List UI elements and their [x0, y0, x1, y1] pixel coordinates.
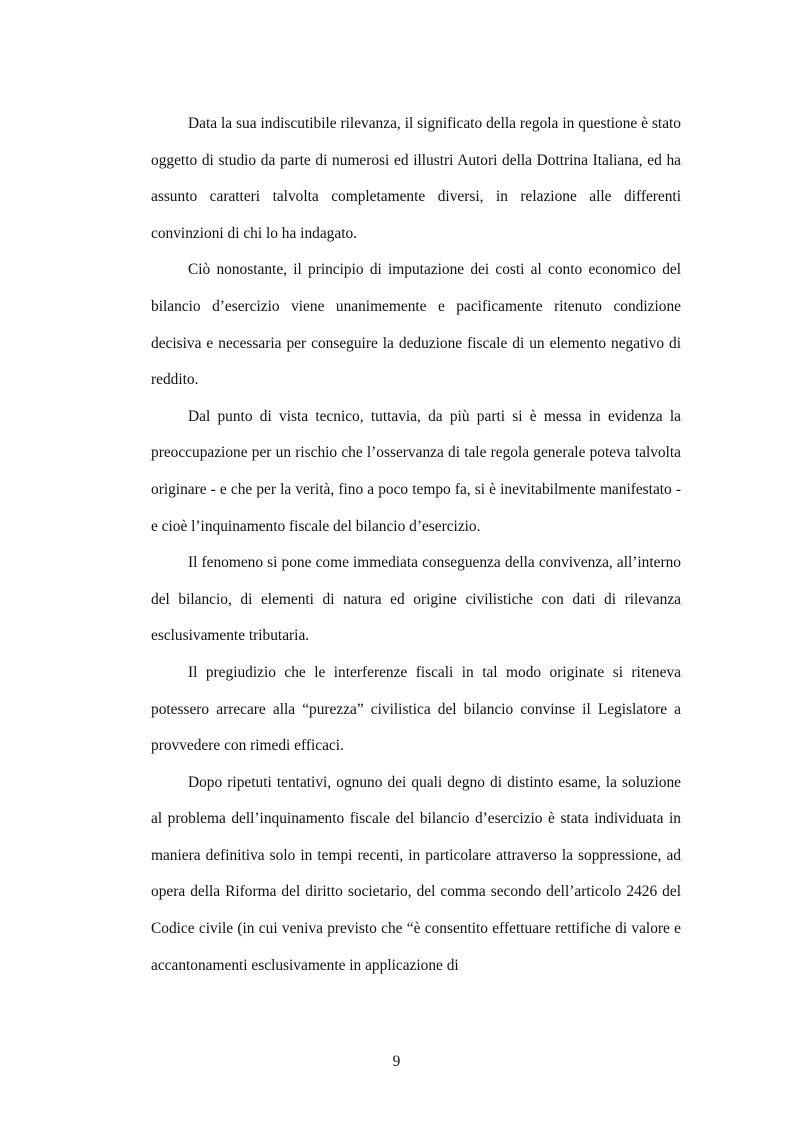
paragraph-4: Il fenomeno si pone come immediata conseguenza della convivenza, all’interno del bilancio, di elementi di natura ed origine civilistiche con dati di rilevanza esclusivamente tributaria. [151, 554, 681, 645]
body-text [151, 106, 681, 984]
paragraph-6: Dopo ripetuti tentativi, ognuno dei quali degno di distinto esame, la soluzione al problema dell’inquinamento fiscale del bilancio d’esercizio è stata individuata in maniera definitiva solo in tempi recenti, in particolare attraverso la soppressione, ad opera della Riforma del diritto societario, del comma secondo dell’articolo 2426 del Codice civile (in cui veniva previsto che “è consentito effettuare rettifiche di valore e accantonamenti esclusivamente in applicazione di [151, 773, 681, 974]
paragraph-1: Data la sua indiscutibile rilevanza, il significato della regola in questione è stato oggetto di studio da parte di numerosi ed illustri Autori della Dottrina Italiana, ed ha assunto caratteri talvolta completamente diversi, in relazione alle differenti convinzioni di chi lo ha indagato. [151, 115, 681, 242]
paragraph-5: Il pregiudizio che le interferenze fiscali in tal modo originate si riteneva potessero arrecare alla “purezza” civilistica del bilancio convinse il Legislatore a provvedere con rimedi efficaci. [151, 663, 681, 755]
page-number: 9 [392, 1053, 401, 1070]
paragraph-3: Dal punto di vista tecnico, tuttavia, da più parti si è messa in evidenza la preoccupazione per un rischio che l’osservanza di tale regola generale poteva talvolta originare - e che per la verità, fino a poco tempo fa, si è inevitabilmente manifestato - e cioè l’inquinamento fiscale del bilancio d’esercizio. [151, 407, 681, 535]
paragraph-2: Ciò nonostante, il principio di imputazione dei costi al conto economico del bilancio d’esercizio viene unanimemente e pacificamente ritenuto condizione decisiva e necessaria per conseguire la deduzione fiscale di un elemento negativo di reddito. [151, 261, 681, 389]
